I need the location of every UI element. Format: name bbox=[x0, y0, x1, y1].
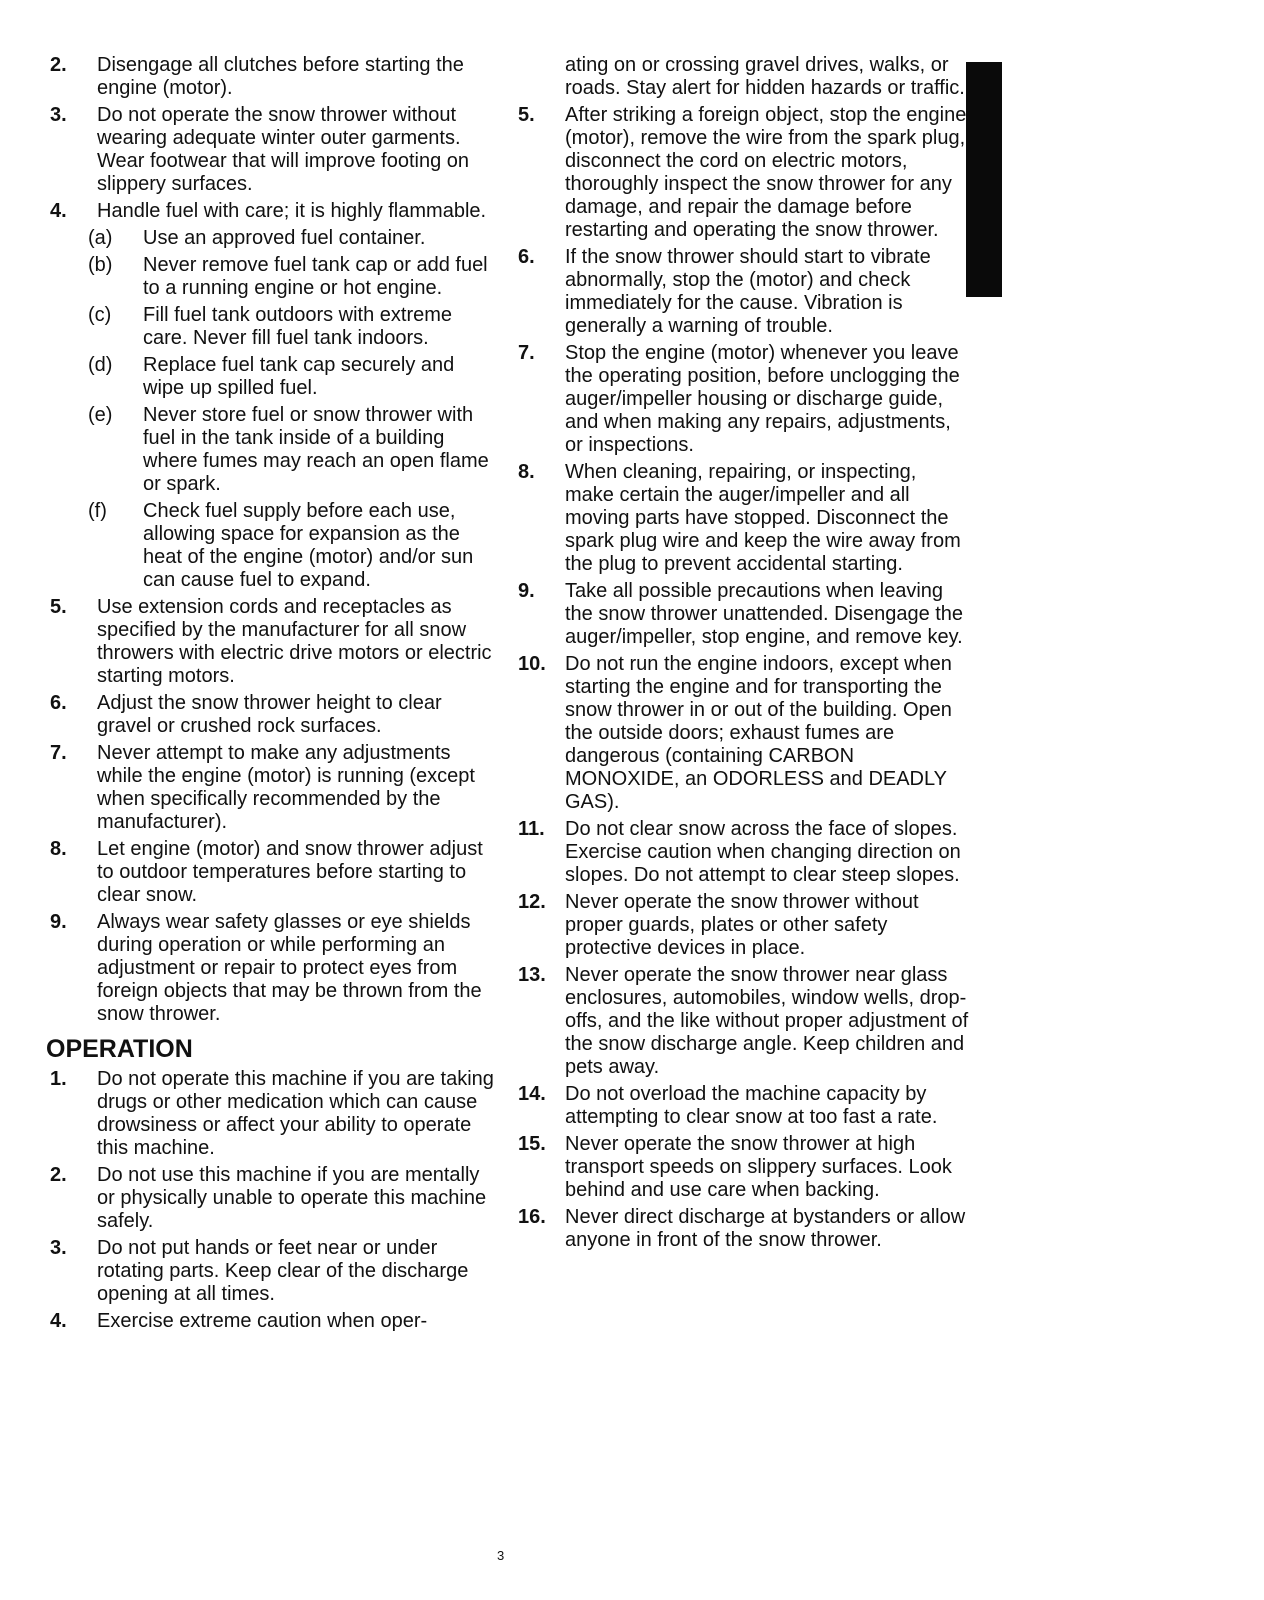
list-item bbox=[518, 964, 970, 1079]
item-number: 2. bbox=[50, 54, 67, 76]
list-item bbox=[518, 246, 970, 338]
list-item bbox=[50, 104, 500, 196]
item-number: 14. bbox=[518, 1083, 546, 1105]
item-text: Do not operate the snow thrower without wearing adequate winter outer garments. Wear footwear that will improve footing on slippery surfaces. bbox=[97, 104, 470, 195]
item-number: 11. bbox=[518, 818, 545, 840]
subitem-letter: (f) bbox=[88, 500, 107, 522]
subitem-letter: (a) bbox=[88, 227, 113, 249]
item-text: Do not operate this machine if you are taking drugs or other medication which can cause drowsiness or affect your ability to operate this machine. bbox=[97, 1068, 494, 1159]
list-item bbox=[50, 596, 500, 688]
item-text: After striking a foreign object, stop the engine (motor), remove the wire from the spark plug, disconnect the cord on electric motors, thoroughly inspect the snow thrower for any damage, and repair the damage before restarting and operating the snow thrower. bbox=[565, 104, 967, 241]
list-item bbox=[50, 911, 500, 1026]
list-item bbox=[50, 200, 500, 223]
operation-heading: OPERATION bbox=[46, 1035, 193, 1063]
section-tab-marker bbox=[966, 62, 1002, 297]
item-number: 7. bbox=[50, 742, 67, 764]
list-item bbox=[50, 54, 500, 100]
list-item bbox=[518, 1083, 970, 1129]
item-number: 2. bbox=[50, 1164, 67, 1186]
subitem-text: Check fuel supply before each use, allowing space for expansion as the heat of the engine (motor) and/or sun can cause fuel to expand. bbox=[143, 500, 474, 591]
item-number: 7. bbox=[518, 342, 535, 364]
fuel-subitem bbox=[50, 304, 500, 350]
item-number: 10. bbox=[518, 653, 546, 675]
list-item bbox=[50, 742, 500, 834]
subitem-text: Fill fuel tank outdoors with extreme care. Never fill fuel tank indoors. bbox=[143, 304, 453, 349]
item-number: 5. bbox=[518, 104, 535, 126]
list-item bbox=[50, 1310, 500, 1333]
item-number: 4. bbox=[50, 200, 67, 222]
item-number: 6. bbox=[518, 246, 535, 268]
list-item bbox=[518, 342, 970, 457]
item-text: Take all possible precautions when leaving the snow thrower unattended. Disengage the auger/impeller, stop engine, and remove key. bbox=[565, 580, 964, 648]
fuel-subitem bbox=[50, 404, 500, 496]
item-number: 8. bbox=[518, 461, 535, 483]
list-item bbox=[518, 891, 970, 960]
subitem-letter: (e) bbox=[88, 404, 113, 426]
list-item bbox=[518, 1133, 970, 1202]
item-text: Do not put hands or feet near or under rotating parts. Keep clear of the discharge opening at all times. bbox=[97, 1237, 469, 1305]
item-text: Disengage all clutches before starting the engine (motor). bbox=[97, 54, 464, 99]
list-item bbox=[50, 1237, 500, 1306]
list-item bbox=[50, 1068, 500, 1160]
subitem-text: Use an approved fuel container. bbox=[143, 227, 426, 249]
list-item bbox=[518, 653, 970, 814]
page-number: 3 bbox=[497, 1548, 505, 1563]
list-item bbox=[50, 692, 500, 738]
item-text: Do not use this machine if you are mentally or physically unable to operate this machine safely. bbox=[97, 1164, 487, 1232]
item-text: Never direct discharge at bystanders or allow anyone in front of the snow thrower. bbox=[565, 1206, 966, 1251]
fuel-subitem bbox=[50, 254, 500, 300]
right-column bbox=[518, 54, 970, 1256]
item-text: Do not clear snow across the face of slopes. Exercise caution when changing direction on slopes. Do not attempt to clear steep slopes. bbox=[565, 818, 961, 886]
list-item bbox=[518, 104, 970, 242]
item-number: 9. bbox=[518, 580, 535, 602]
item-text: Always wear safety glasses or eye shields during operation or while performing an adjustment or repair to protect eyes from foreign objects that may be thrown from the snow thrower. bbox=[97, 911, 482, 1025]
item-number: 6. bbox=[50, 692, 67, 714]
item-text: Adjust the snow thrower height to clear gravel or crushed rock surfaces. bbox=[97, 692, 442, 737]
item-number: 16. bbox=[518, 1206, 546, 1228]
item-text: Do not run the engine indoors, except when starting the engine and for transporting the snow thrower in or out of the building. Open the outside doors; exhaust fumes are dangerous (containing CARBON MONOXIDE, an ODORLESS and DEADLY GAS). bbox=[565, 653, 952, 813]
left-column bbox=[46, 54, 500, 1337]
item-number: 1. bbox=[50, 1068, 67, 1090]
list-item bbox=[518, 580, 970, 649]
fuel-subitem bbox=[50, 500, 500, 592]
item-number: 15. bbox=[518, 1133, 546, 1155]
item-text: Stop the engine (motor) whenever you leave the operating position, before unclogging the auger/impeller housing or discharge guide, and when making any repairs, adjustments, or inspections. bbox=[565, 342, 960, 456]
item-number: 4. bbox=[50, 1310, 67, 1332]
fuel-subitem bbox=[50, 354, 500, 400]
item-number: 12. bbox=[518, 891, 546, 913]
list-item bbox=[518, 461, 970, 576]
list-item bbox=[50, 1164, 500, 1233]
item-text: Never operate the snow thrower near glass enclosures, automobiles, window wells, drop-offs, and the like without proper adjustment of the snow discharge angle. Keep children and pets away. bbox=[565, 964, 969, 1078]
item-text: Do not overload the machine capacity by attempting to clear snow at too fast a rate. bbox=[565, 1083, 938, 1128]
fuel-subitem bbox=[50, 227, 500, 250]
item-text: Exercise extreme caution when oper- bbox=[97, 1310, 428, 1332]
item-text: If the snow thrower should start to vibrate abnormally, stop the (motor) and check immediately for the cause. Vibration is generally a warning of trouble. bbox=[565, 246, 931, 337]
item-text: Never operate the snow thrower at high transport speeds on slippery surfaces. Look behind and use care when backing. bbox=[565, 1133, 952, 1201]
subitem-text: Replace fuel tank cap securely and wipe up spilled fuel. bbox=[143, 354, 455, 399]
subitem-text: Never remove fuel tank cap or add fuel to a running engine or hot engine. bbox=[143, 254, 488, 299]
subitem-letter: (d) bbox=[88, 354, 113, 376]
subitem-letter: (b) bbox=[88, 254, 113, 276]
list-item bbox=[518, 818, 970, 887]
item-number: 3. bbox=[50, 104, 67, 126]
subitem-text: Never store fuel or snow thrower with fuel in the tank inside of a building where fumes may reach an open flame or spark. bbox=[143, 404, 489, 495]
item-text: When cleaning, repairing, or inspecting, make certain the auger/impeller and all moving parts have stopped. Disconnect the spark plug wire and keep the wire away from the plug to prevent accidental starting. bbox=[565, 461, 961, 575]
list-item bbox=[518, 1206, 970, 1252]
item-text: Never attempt to make any adjustments while the engine (motor) is running (except when specifically recommended by the manufacturer). bbox=[97, 742, 475, 833]
item-text: Use extension cords and receptacles as specified by the manufacturer for all snow throwers with electric drive motors or electric starting motors. bbox=[97, 596, 492, 687]
item-number: 3. bbox=[50, 1237, 67, 1259]
item-text: Never operate the snow thrower without proper guards, plates or other safety protective devices in place. bbox=[565, 891, 919, 959]
item-number: 5. bbox=[50, 596, 67, 618]
item-number: 8. bbox=[50, 838, 67, 860]
subitem-letter: (c) bbox=[88, 304, 112, 326]
item-text: Handle fuel with care; it is highly flammable. bbox=[97, 200, 487, 222]
item-number: 9. bbox=[50, 911, 67, 933]
item-text: Let engine (motor) and snow thrower adjust to outdoor temperatures before starting to clear snow. bbox=[97, 838, 483, 906]
item-number: 13. bbox=[518, 964, 546, 986]
continued-text: ating on or crossing gravel drives, walks, or roads. Stay alert for hidden hazards or traffic. bbox=[565, 54, 965, 99]
list-item bbox=[50, 838, 500, 907]
